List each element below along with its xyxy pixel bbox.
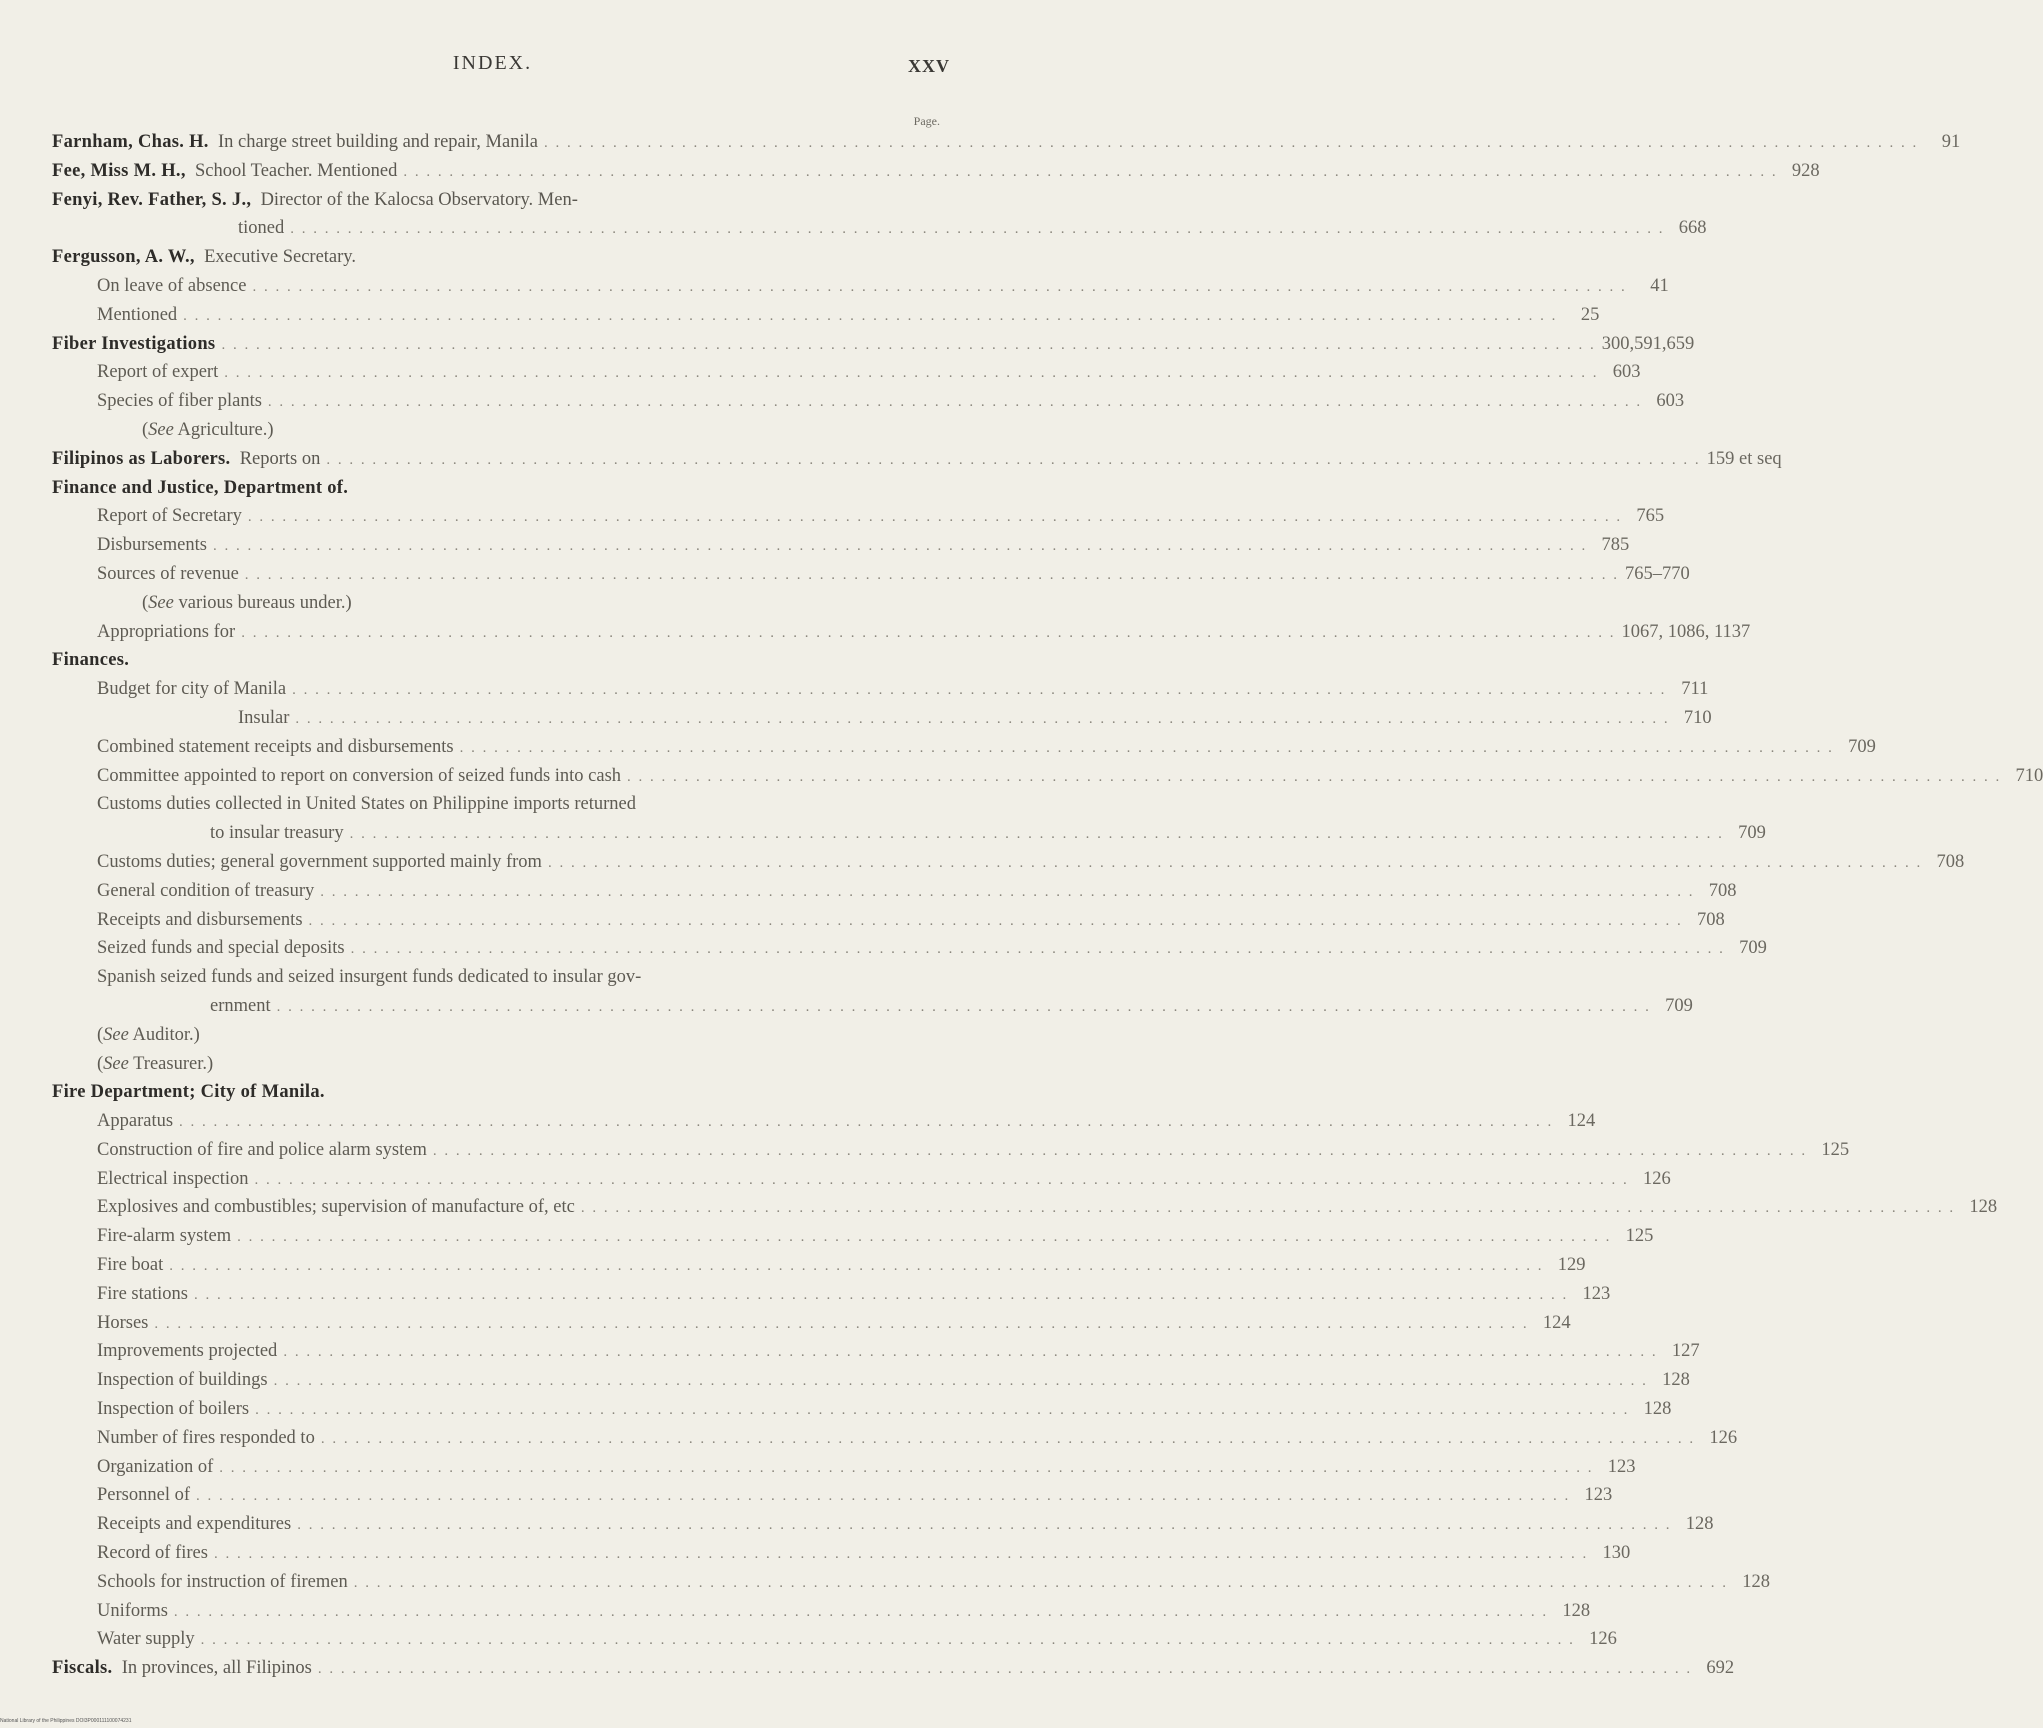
index-entry: [52, 1424, 1738, 1453]
entry-description: [97, 301, 177, 330]
entry-text: Receipts and disbursements: [97, 909, 303, 930]
index-entry: [52, 387, 1685, 416]
leader-dots: . . . . . . . . . . . . . . . . . . . . . . . . . . . . . . . . . . . . . . . . . . . . . . . . . . . . . . . . . . . . . . . . . . . . . . . . . . . . . . . . . . . . . . . . . . . . . . . . . . . . . . . . . . . . . . . . . . . . . . . .: [320, 883, 1695, 900]
leader-dots: . . . . . . . . . . . . . . . . . . . . . . . . . . . . . . . . . . . . . . . . . . . . . . . . . . . . . . . . . . . . . . . . . . . . . . . . . . . . . . . . . . . . . . . . . . . . . . . . . . . . . . . . . . . . . . . . . . . . . . . .: [326, 451, 1701, 468]
entry-text: Personnel of: [97, 1485, 190, 1506]
entry-description: [186, 157, 398, 186]
entry-heading: Farnham, Chas. H.: [52, 132, 209, 152]
entry-text: Explosives and combustibles; supervision of manufacture of, etc: [97, 1197, 575, 1218]
page-reference: 765: [1636, 506, 1665, 527]
index-entry: [52, 762, 2043, 791]
index-entry: [52, 1395, 1672, 1424]
page-reference: 709: [1739, 938, 1767, 959]
page-reference: 709: [1848, 736, 1876, 757]
leader-dots: . . . . . . . . . . . . . . . . . . . . . . . . . . . . . . . . . . . . . . . . . . . . . . . . . . . . . . . . . . . . . . . . . . . . . . . . . . . . . . . . . . . . . . . . . . . . . . . . . . . . . . . . . . . . . . . . . . . . . . . .: [459, 739, 1834, 756]
page-reference: 708: [1708, 880, 1737, 901]
entry-description: [97, 1309, 148, 1338]
index-entry: [52, 502, 1665, 531]
entry-text: Sources of revenue: [97, 563, 239, 584]
entry-description: [97, 906, 303, 935]
entry-description: [112, 1654, 311, 1683]
leader-dots: . . . . . . . . . . . . . . . . . . . . . . . . . . . . . . . . . . . . . . . . . . . . . . . . . . . . . . . . . . . . . . . . . . . . . . . . . . . . . . . . . . . . . . . . . . . . . . . . . . . . . . . . . . . . . . . . . . . . . . . .: [543, 135, 1919, 151]
leader-dots: . . . . . . . . . . . . . . . . . . . . . . . . . . . . . . . . . . . . . . . . . . . . . . . . . . . . . . . . . . . . . . . . . . . . . . . . . . . . . . . . . . . . . . . . . . . . . . . . . . . . . . . . . . . . . . . . . . . . . . . .: [224, 365, 1599, 382]
leader-dots: . . . . . . . . . . . . . . . . . . . . . . . . . . . . . . . . . . . . . . . . . . . . . . . . . . . . . . . . . . . . . . . . . . . . . . . . . . . . . . . . . . . . . . . . . . . . . . . . . . . . . . . . . . . . . . . . . . . . . . . .: [547, 854, 1923, 871]
see-reference: See: [148, 419, 174, 440]
page-reference: 123: [1582, 1283, 1611, 1304]
page-header: [0, 52, 985, 92]
entry-heading: Finances.: [52, 650, 130, 671]
index-entry: [52, 963, 950, 992]
index-entry: [52, 560, 1690, 589]
entry-text: Apparatus: [97, 1111, 174, 1132]
entry-description: [97, 1136, 427, 1165]
page-reference: 1067, 1086, 1137: [1621, 621, 1751, 642]
entry-heading: Fee, Miss M. H.,: [52, 160, 186, 181]
entry-description: [97, 1539, 208, 1568]
leader-dots: . . . . . . . . . . . . . . . . . . . . . . . . . . . . . . . . . . . . . . . . . . . . . . . . . . . . . . . . . . . . . . . . . . . . . . . . . . . . . . . . . . . . . . . . . . . . . . . . . . . . . . . . . . . . . . . . . . . . . . . .: [169, 1258, 1544, 1275]
entry-description: [230, 445, 320, 474]
entry-description: [97, 877, 314, 906]
leader-dots: . . . . . . . . . . . . . . . . . . . . . . . . . . . . . . . . . . . . . . . . . . . . . . . . . . . . . . . . . . . . . . . . . . . . . . . . . . . . . . . . . . . . . . . . . . . . . . . . . . . . . . . . . . . . . . . . . . . . . . . .: [297, 1517, 1672, 1534]
index-entry: [52, 186, 950, 215]
leader-dots: . . . . . . . . . . . . . . . . . . . . . . . . . . . . . . . . . . . . . . . . . . . . . . . . . . . . . . . . . . . . . . . . . . . . . . . . . . . . . . . . . . . . . . . . . . . . . . . . . . . . . . . . . . . . . . . . . . . . . . . .: [254, 1171, 1629, 1188]
index-entry: [52, 1193, 1998, 1222]
leader-dots: . . . . . . . . . . . . . . . . . . . . . . . . . . . . . . . . . . . . . . . . . . . . . . . . . . . . . . . . . . . . . . . . . . . . . . . . . . . . . . . . . . . . . . . . . . . . . . . . . . . . . . . . . . . . . . . . . . . . . . . .: [295, 710, 1670, 727]
leader-dots: . . . . . . . . . . . . . . . . . . . . . . . . . . . . . . . . . . . . . . . . . . . . . . . . . . . . . . . . . . . . . . . . . . . . . . . . . . . . . . . . . . . . . . . . . . . . . . . . . . . . . . . . . . . . . . . . . . . . . . . .: [193, 1286, 1569, 1303]
entry-text: Horses: [97, 1312, 149, 1333]
index-entry: [52, 848, 1965, 877]
entry-text: Uniforms: [97, 1600, 168, 1621]
entry-description: [97, 502, 242, 531]
entry-description: [195, 243, 356, 272]
page-reference: 41: [1650, 275, 1669, 296]
page-reference: 130: [1602, 1543, 1631, 1564]
index-entry: [52, 992, 1693, 1021]
leader-dots: . . . . . . . . . . . . . . . . . . . . . . . . . . . . . . . . . . . . . . . . . . . . . . . . . . . . . . . . . . . . . . . . . . . . . . . . . . . . . . . . . . . . . . . . . . . . . . . . . . . . . . . . . . . . . . . . . . . . . . . .: [292, 682, 1667, 699]
page-reference: 128: [1969, 1197, 1998, 1218]
page-reference: 603: [1656, 391, 1685, 412]
entry-description: [97, 1597, 168, 1626]
entry-text: Appropriations for: [97, 621, 236, 642]
entry-description: [97, 1625, 195, 1654]
entry-text: On leave of absence: [97, 275, 247, 296]
index-entry: [52, 301, 1600, 330]
page-reference: 785: [1601, 535, 1630, 556]
entry-description: [251, 186, 578, 215]
entry-text: Fire-alarm system: [97, 1226, 232, 1247]
page-reference: 708: [1936, 851, 1965, 872]
page-column-label: Page.: [913, 114, 940, 128]
leader-dots: . . . . . . . . . . . . . . . . . . . . . . . . . . . . . . . . . . . . . . . . . . . . . . . . . . . . . . . . . . . . . . . . . . . . . . . . . . . . . . . . . . . . . . . . . . . . . . . . . . . . . . . . . . . . . . . . . . . . . . . .: [252, 278, 1627, 295]
entry-text: Report of expert: [97, 362, 219, 383]
page-reference: 710: [1683, 707, 1712, 728]
entry-description: [97, 1366, 268, 1395]
entry-text: Electrical inspection: [97, 1168, 249, 1189]
leader-dots: . . . . . . . . . . . . . . . . . . . . . . . . . . . . . . . . . . . . . . . . . . . . . . . . . . . . . . . . . . . . . . . . . . . . . . . . . . . . . . . . . . . . . . . . . . . . . . . . . . . . . . . . . . . . . . . . . . . . . . . .: [237, 1229, 1612, 1246]
entry-text: Species of fiber plants: [97, 391, 262, 412]
leader-dots: . . . . . . . . . . . . . . . . . . . . . . . . . . . . . . . . . . . . . . . . . . . . . . . . . . . . . . . . . . . . . . . . . . . . . . . . . . . . . . . . . . . . . . . . . . . . . . . . . . . . . . . . . . . . . . . . . . . . . . . .: [255, 1402, 1630, 1419]
entry-description: [97, 963, 641, 992]
leader-dots: . . . . . . . . . . . . . . . . . . . . . . . . . . . . . . . . . . . . . . . . . . . . . . . . . . . . . . . . . . . . . . . . . . . . . . . . . . . . . . . . . . . . . . . . . . . . . . . . . . . . . . . . . . . . . . . . . . . . . . . .: [317, 1661, 1693, 1678]
index-entry: [52, 906, 1725, 935]
entry-description: [97, 675, 286, 704]
entry-text: Report of Secretary: [97, 506, 242, 527]
index-entry: [52, 1222, 1654, 1251]
index-entry: [52, 272, 1669, 301]
index-entry: [52, 1107, 1596, 1136]
entry-text: Fire boat: [97, 1255, 164, 1276]
entry-description: [97, 1280, 188, 1309]
leader-dots: . . . . . . . . . . . . . . . . . . . . . . . . . . . . . . . . . . . . . . . . . . . . . . . . . . . . . . . . . . . . . . . . . . . . . . . . . . . . . . . . . . . . . . . . . . . . . . . . . . . . . . . . . . . . . . . . . . . . . . . .: [290, 221, 1665, 238]
page-reference: 123: [1607, 1456, 1636, 1477]
entry-text: Water supply: [97, 1629, 195, 1650]
leader-dots: . . . . . . . . . . . . . . . . . . . . . . . . . . . . . . . . . . . . . . . . . . . . . . . . . . . . . . . . . . . . . . . . . . . . . . . . . . . . . . . . . . . . . . . . . . . . . . . . . . . . . . . . . . . . . . . . . . . . . . . .: [403, 163, 1778, 180]
leader-dots: . . . . . . . . . . . . . . . . . . . . . . . . . . . . . . . . . . . . . . . . . . . . . . . . . . . . . . . . . . . . . . . . . . . . . . . . . . . . . . . . . . . . . . . . . . . . . . . . . . . . . . . . . . . . . . . . . . . . . . . .: [221, 336, 1596, 353]
entry-description: (See Agriculture.): [142, 419, 274, 440]
index-entry: [52, 1021, 950, 1050]
entry-description: [97, 934, 345, 963]
entry-text: tioned: [238, 218, 285, 239]
entry-description: [97, 1165, 249, 1194]
see-reference: See: [148, 592, 174, 613]
index-entry: [52, 1309, 1571, 1338]
entry-text: Director of the Kalocsa Observatory. Men-: [260, 189, 578, 210]
index-entry: [52, 243, 950, 272]
entry-text: Budget for city of Manila: [97, 679, 287, 700]
see-target: Agriculture.): [173, 419, 274, 440]
index-entry: [52, 531, 1630, 560]
entry-text: Seized funds and special deposits: [97, 938, 345, 959]
leader-dots: . . . . . . . . . . . . . . . . . . . . . . . . . . . . . . . . . . . . . . . . . . . . . . . . . . . . . . . . . . . . . . . . . . . . . . . . . . . . . . . . . . . . . . . . . . . . . . . . . . . . . . . . . . . . . . . . . . . . . . . .: [580, 1200, 1956, 1217]
entry-description: [97, 733, 454, 762]
entry-description: [238, 214, 284, 243]
entry-description: [97, 1107, 173, 1136]
entry-text: Inspection of buildings: [97, 1370, 268, 1391]
entry-text: Insular: [238, 707, 290, 728]
page-reference: 124: [1542, 1312, 1571, 1333]
leader-dots: . . . . . . . . . . . . . . . . . . . . . . . . . . . . . . . . . . . . . . . . . . . . . . . . . . . . . . . . . . . . . . . . . . . . . . . . . . . . . . . . . . . . . . . . . . . . . . . . . . . . . . . . . . . . . . . . . . . . . . . .: [173, 1603, 1549, 1620]
entry-description: [97, 790, 636, 819]
entry-text: to insular treasury: [210, 823, 344, 844]
entry-description: [209, 128, 538, 157]
entry-text: In charge street building and repair, Manila: [217, 132, 538, 152]
leader-dots: . . . . . . . . . . . . . . . . . . . . . . . . . . . . . . . . . . . . . . . . . . . . . . . . . . . . . . . . . . . . . . . . . . . . . . . . . . . . . . . . . . . . . . . . . . . . . . . . . . . . . . . . . . . . . . . . . . . . . . . .: [244, 566, 1620, 583]
entry-description: (See Treasurer.): [97, 1053, 214, 1074]
index-entry: [52, 445, 1782, 474]
entry-text: School Teacher. Mentioned: [195, 160, 398, 181]
index-entry: [52, 128, 1961, 157]
entry-text: Fire stations: [97, 1283, 188, 1304]
page-reference: 159 et seq: [1706, 448, 1782, 469]
leader-dots: . . . . . . . . . . . . . . . . . . . . . . . . . . . . . . . . . . . . . . . . . . . . . . . . . . . . . . . . . . . . . . . . . . . . . . . . . . . . . . . . . . . . . . . . . . . . . . . . . . . . . . . . . . . . . . . . . . . . . . . .: [241, 624, 1616, 641]
index-entry: [52, 1050, 950, 1079]
entry-description: [97, 1193, 575, 1222]
page-reference: 125: [1821, 1139, 1850, 1160]
entry-description: [97, 848, 542, 877]
entry-description: [210, 819, 344, 848]
leader-dots: . . . . . . . . . . . . . . . . . . . . . . . . . . . . . . . . . . . . . . . . . . . . . . . . . . . . . . . . . . . . . . . . . . . . . . . . . . . . . . . . . . . . . . . . . . . . . . . . . . . . . . . . . . . . . . . . . . . . . . . .: [432, 1142, 1808, 1159]
page-reference: 128: [1685, 1514, 1714, 1535]
index-entry: [52, 1337, 1700, 1366]
entry-text: In provinces, all Filipinos: [121, 1658, 312, 1679]
index-entry: [52, 330, 1695, 359]
entry-text: Inspection of boilers: [97, 1399, 250, 1420]
entry-description: [97, 560, 239, 589]
leader-dots: . . . . . . . . . . . . . . . . . . . . . . . . . . . . . . . . . . . . . . . . . . . . . . . . . . . . . . . . . . . . . . . . . . . . . . . . . . . . . . . . . . . . . . . . . . . . . . . . . . . . . . . . . . . . . . . . . . . . . . . .: [349, 826, 1724, 843]
page-reference: 127: [1671, 1341, 1700, 1362]
page-reference: 928: [1791, 160, 1820, 181]
entry-heading: Fiber Investigations: [52, 333, 216, 354]
entry-text: ernment: [210, 995, 271, 1016]
index-entry: [52, 1481, 1613, 1510]
entry-description: [97, 531, 207, 560]
index-entry: [52, 1078, 950, 1107]
entry-text: Reports on: [239, 448, 321, 469]
leader-dots: . . . . . . . . . . . . . . . . . . . . . . . . . . . . . . . . . . . . . . . . . . . . . . . . . . . . . . . . . . . . . . . . . . . . . . . . . . . . . . . . . . . . . . . . . . . . . . . . . . . . . . . . . . . . . . . . . . . . . . . .: [283, 1344, 1658, 1361]
entry-text: Improvements projected: [97, 1341, 278, 1362]
index-entry: [52, 1568, 1770, 1597]
entry-description: [97, 358, 218, 387]
entry-text: Construction of fire and police alarm system: [97, 1139, 427, 1160]
index-entry: [52, 589, 950, 618]
index-entry: [52, 1597, 1591, 1626]
index-entry: [52, 214, 1707, 243]
index-entry: [52, 646, 950, 675]
entry-text: Spanish seized funds and seized insurgent funds dedicated to insular gov-: [97, 967, 642, 988]
page-reference: 710: [2015, 765, 2043, 786]
see-target: Auditor.): [128, 1024, 200, 1045]
index-entry: [52, 1453, 1636, 1482]
page-reference: 126: [1709, 1427, 1738, 1448]
entry-text: Organization of: [97, 1456, 214, 1477]
entry-description: (See various bureaus under.): [142, 592, 352, 613]
page-reference: 708: [1697, 909, 1725, 930]
page-reference: 711: [1681, 679, 1709, 700]
index-entry: [52, 877, 1737, 906]
leader-dots: . . . . . . . . . . . . . . . . . . . . . . . . . . . . . . . . . . . . . . . . . . . . . . . . . . . . . . . . . . . . . . . . . . . . . . . . . . . . . . . . . . . . . . . . . . . . . . . . . . . . . . . . . . . . . . . . . . . . . . . .: [219, 1459, 1594, 1476]
leader-dots: . . . . . . . . . . . . . . . . . . . . . . . . . . . . . . . . . . . . . . . . . . . . . . . . . . . . . . . . . . . . . . . . . . . . . . . . . . . . . . . . . . . . . . . . . . . . . . . . . . . . . . . . . . . . . . . . . . . . . . . .: [212, 538, 1588, 555]
leader-dots: . . . . . . . . . . . . . . . . . . . . . . . . . . . . . . . . . . . . . . . . . . . . . . . . . . . . . . . . . . . . . . . . . . . . . . . . . . . . . . . . . . . . . . . . . . . . . . . . . . . . . . . . . . . . . . . . . . . . . . . .: [267, 394, 1643, 411]
page-reference: 128: [1662, 1370, 1690, 1391]
page-reference: 300,591,659: [1601, 333, 1695, 354]
leader-dots: . . . . . . . . . . . . . . . . . . . . . . . . . . . . . . . . . . . . . . . . . . . . . . . . . . . . . . . . . . . . . . . . . . . . . . . . . . . . . . . . . . . . . . . . . . . . . . . . . . . . . . . . . . . . . . . . . . . . . . . .: [627, 768, 2002, 785]
entry-description: [97, 1453, 213, 1482]
entry-description: [97, 1481, 190, 1510]
page-reference: 128: [1643, 1399, 1672, 1420]
entry-description: [97, 1337, 277, 1366]
entry-description: [97, 1568, 348, 1597]
index-entry: [52, 819, 1766, 848]
index-entry: [52, 1654, 1735, 1683]
leader-dots: . . . . . . . . . . . . . . . . . . . . . . . . . . . . . . . . . . . . . . . . . . . . . . . . . . . . . . . . . . . . . . . . . . . . . . . . . . . . . . . . . . . . . . . . . . . . . . . . . . . . . . . . . . . . . . . . . . . . . . . .: [154, 1315, 1529, 1332]
entry-text: Disbursements: [97, 535, 207, 556]
leader-dots: . . . . . . . . . . . . . . . . . . . . . . . . . . . . . . . . . . . . . . . . . . . . . . . . . . . . . . . . . . . . . . . . . . . . . . . . . . . . . . . . . . . . . . . . . . . . . . . . . . . . . . . . . . . . . . . . . . . . . . . .: [200, 1632, 1575, 1649]
leader-dots: . . . . . . . . . . . . . . . . . . . . . . . . . . . . . . . . . . . . . . . . . . . . . . . . . . . . . . . . . . . . . . . . . . . . . . . . . . . . . . . . . . . . . . . . . . . . . . . . . . . . . . . . . . . . . . . . . . . . . . . .: [350, 941, 1725, 958]
page-reference: 123: [1584, 1485, 1613, 1506]
entry-text: Customs duties collected in United States on Philippine imports returned: [97, 794, 637, 815]
index-entry: [52, 790, 950, 819]
leader-dots: . . . . . . . . . . . . . . . . . . . . . . . . . . . . . . . . . . . . . . . . . . . . . . . . . . . . . . . . . . . . . . . . . . . . . . . . . . . . . . . . . . . . . . . . . . . . . . . . . . . . . . . . . . . . . . . . . . . . . . . .: [273, 1373, 1648, 1390]
entry-text: Schools for instruction of firemen: [97, 1571, 348, 1592]
entry-heading: Fergusson, A. W.,: [52, 247, 195, 268]
entry-description: [97, 1222, 231, 1251]
entry-heading: Fiscals.: [52, 1658, 113, 1679]
index-entry: [52, 1280, 1611, 1309]
index-entry: [52, 618, 1751, 647]
index-entry: [52, 1136, 1850, 1165]
leader-dots: . . . . . . . . . . . . . . . . . . . . . . . . . . . . . . . . . . . . . . . . . . . . . . . . . . . . . . . . . . . . . . . . . . . . . . . . . . . . . . . . . . . . . . . . . . . . . . . . . . . . . . . . . . . . . . . . . . . . . . . .: [320, 1430, 1696, 1447]
index-entries: [52, 128, 2043, 1683]
page-reference: 125: [1625, 1226, 1654, 1247]
leader-dots: . . . . . . . . . . . . . . . . . . . . . . . . . . . . . . . . . . . . . . . . . . . . . . . . . . . . . . . . . . . . . . . . . . . . . . . . . . . . . . . . . . . . . . . . . . . . . . . . . . . . . . . . . . . . . . . . . . . . . . . .: [276, 998, 1651, 1015]
index-entry: [52, 416, 950, 445]
index-entry: [52, 1165, 1671, 1194]
page-reference: 709: [1738, 823, 1766, 844]
see-reference: See: [103, 1024, 129, 1045]
entry-text: Combined statement receipts and disbursements: [97, 736, 454, 757]
index-entry: [52, 733, 1876, 762]
page-reference: 128: [1742, 1571, 1770, 1592]
index-entry: [52, 704, 1712, 733]
entry-text: Record of fires: [97, 1543, 208, 1564]
page-reference: 126: [1643, 1168, 1671, 1189]
page-reference: 129: [1557, 1255, 1586, 1276]
leader-dots: . . . . . . . . . . . . . . . . . . . . . . . . . . . . . . . . . . . . . . . . . . . . . . . . . . . . . . . . . . . . . . . . . . . . . . . . . . . . . . . . . . . . . . . . . . . . . . . . . . . . . . . . . . . . . . . . . . . . . . . .: [353, 1574, 1728, 1591]
entry-text: General condition of treasury: [97, 880, 315, 901]
scan-footer: National Library of the Philippines DOI3P000111100074231: [0, 1718, 132, 1724]
index-entry: [52, 1510, 1714, 1539]
page-reference: 692: [1706, 1658, 1735, 1679]
leader-dots: . . . . . . . . . . . . . . . . . . . . . . . . . . . . . . . . . . . . . . . . . . . . . . . . . . . . . . . . . . . . . . . . . . . . . . . . . . . . . . . . . . . . . . . . . . . . . . . . . . . . . . . . . . . . . . . . . . . . . . . .: [183, 307, 1558, 324]
page-reference: 709: [1665, 995, 1693, 1016]
leader-dots: . . . . . . . . . . . . . . . . . . . . . . . . . . . . . . . . . . . . . . . . . . . . . . . . . . . . . . . . . . . . . . . . . . . . . . . . . . . . . . . . . . . . . . . . . . . . . . . . . . . . . . . . . . . . . . . . . . . . . . . .: [308, 912, 1683, 929]
see-target: various bureaus under.): [173, 592, 352, 613]
index-entry: [52, 1625, 1617, 1654]
entry-description: [97, 272, 246, 301]
page-reference: 668: [1678, 218, 1707, 239]
page-reference: 25: [1580, 304, 1600, 325]
entry-description: [97, 387, 262, 416]
leader-dots: . . . . . . . . . . . . . . . . . . . . . . . . . . . . . . . . . . . . . . . . . . . . . . . . . . . . . . . . . . . . . . . . . . . . . . . . . . . . . . . . . . . . . . . . . . . . . . . . . . . . . . . . . . . . . . . . . . . . . . . .: [247, 509, 1623, 526]
entry-description: [97, 1424, 315, 1453]
index-entry: [52, 358, 1641, 387]
entry-description: [97, 1510, 291, 1539]
entry-heading: Fire Department; City of Manila.: [52, 1082, 325, 1103]
entry-description: [97, 1251, 163, 1280]
entry-description: [238, 704, 289, 733]
index-entry: [52, 1251, 1586, 1280]
page-reference: 124: [1567, 1111, 1596, 1132]
entry-text: Executive Secretary.: [204, 247, 356, 268]
entry-text: Receipts and expenditures: [97, 1514, 292, 1535]
entry-text: Number of fires responded to: [97, 1427, 315, 1448]
entry-heading: Fenyi, Rev. Father, S. J.,: [52, 189, 252, 210]
entry-text: Mentioned: [97, 304, 178, 325]
page-title: INDEX.: [452, 52, 533, 74]
page-reference: 765–770: [1625, 563, 1690, 584]
entry-text: Customs duties; general government supported mainly from: [97, 851, 542, 872]
entry-heading: Filipinos as Laborers.: [52, 448, 231, 469]
entry-description: [97, 762, 621, 791]
see-reference: See: [103, 1053, 129, 1074]
page-reference: 128: [1562, 1600, 1591, 1621]
entry-description: [97, 1395, 249, 1424]
entry-description: [97, 618, 235, 647]
index-entry: [52, 157, 1820, 186]
see-target: Treasurer.): [128, 1053, 214, 1074]
leader-dots: . . . . . . . . . . . . . . . . . . . . . . . . . . . . . . . . . . . . . . . . . . . . . . . . . . . . . . . . . . . . . . . . . . . . . . . . . . . . . . . . . . . . . . . . . . . . . . . . . . . . . . . . . . . . . . . . . . . . . . . .: [213, 1546, 1589, 1563]
leader-dots: . . . . . . . . . . . . . . . . . . . . . . . . . . . . . . . . . . . . . . . . . . . . . . . . . . . . . . . . . . . . . . . . . . . . . . . . . . . . . . . . . . . . . . . . . . . . . . . . . . . . . . . . . . . . . . . . . . . . . . . .: [196, 1488, 1571, 1505]
leader-dots: . . . . . . . . . . . . . . . . . . . . . . . . . . . . . . . . . . . . . . . . . . . . . . . . . . . . . . . . . . . . . . . . . . . . . . . . . . . . . . . . . . . . . . . . . . . . . . . . . . . . . . . . . . . . . . . . . . . . . . . .: [179, 1114, 1554, 1131]
index-entry: [52, 675, 1709, 704]
entry-description: [210, 992, 271, 1021]
entry-description: (See Auditor.): [97, 1024, 200, 1045]
page-reference: 603: [1612, 362, 1641, 383]
page-number: XXV: [908, 56, 950, 76]
page-reference: 126: [1589, 1629, 1617, 1650]
page-reference: 91: [1941, 132, 1961, 152]
entry-heading: Finance and Justice, Department of.: [52, 477, 349, 498]
index-entry: [52, 1366, 1690, 1395]
entry-text: Committee appointed to report on conversion of seized funds into cash: [97, 765, 622, 786]
index-entry: [52, 934, 1767, 963]
index-entry: [52, 1539, 1631, 1568]
index-entry: [52, 474, 950, 503]
